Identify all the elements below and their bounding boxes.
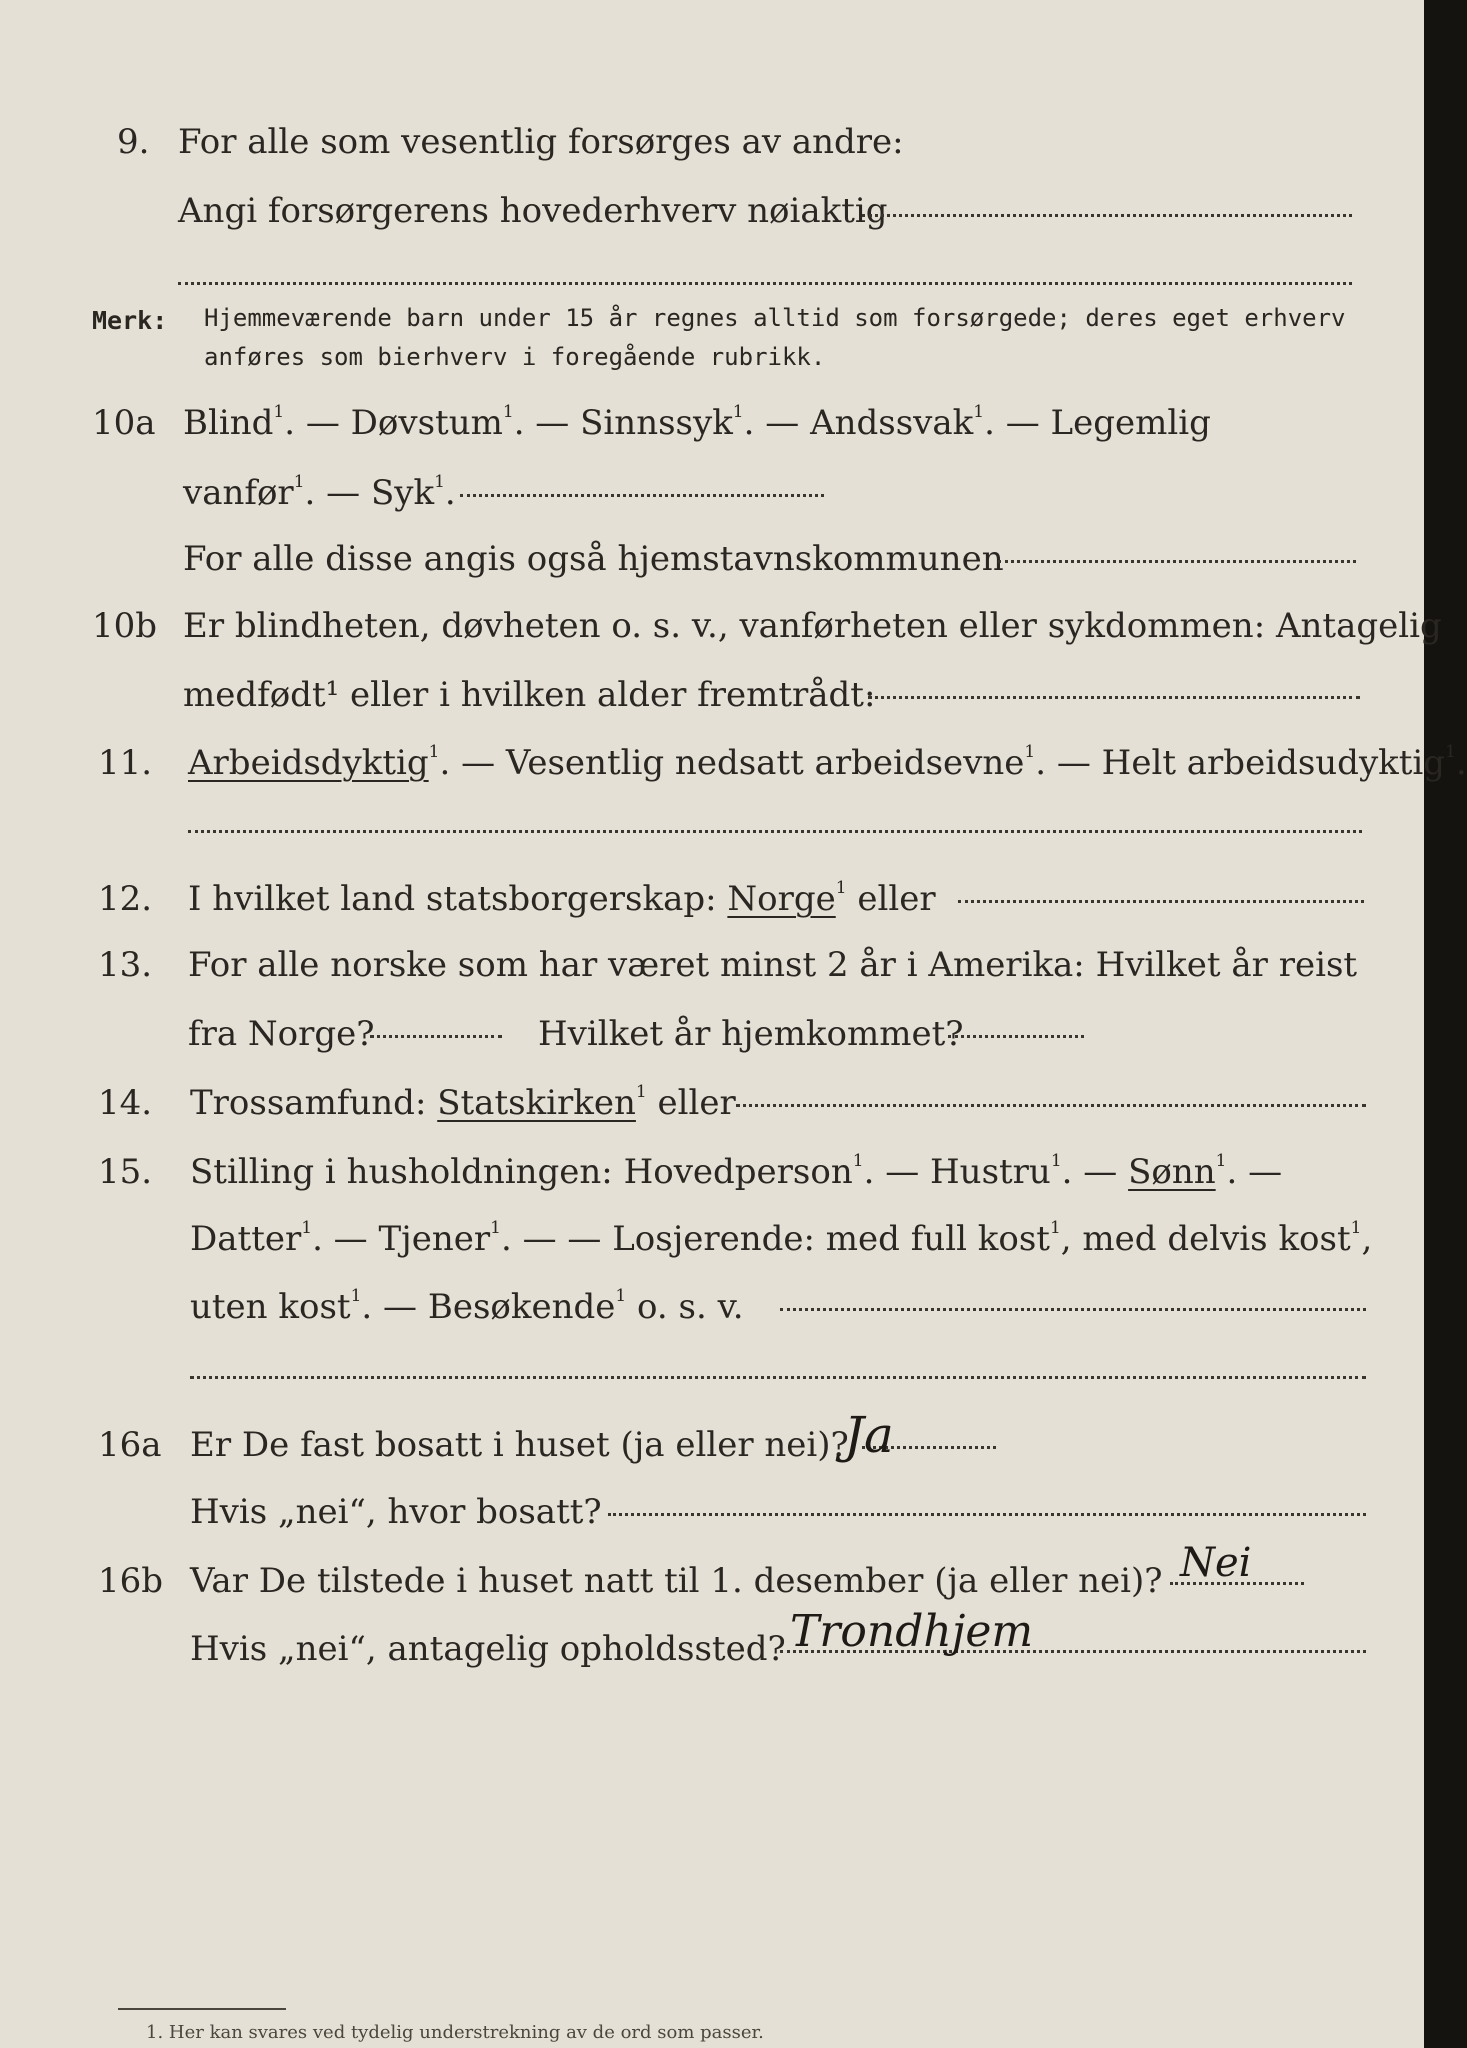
q16a-bosatt-line[interactable] bbox=[608, 1513, 1366, 1516]
q13-line2b: Hvilket år hjemkommet? bbox=[538, 1014, 964, 1054]
q15-extra-line[interactable] bbox=[190, 1376, 1366, 1379]
q14-marked-option: Statskirken bbox=[437, 1083, 636, 1123]
q11-marked-option: Arbeidsdyktig bbox=[188, 743, 429, 783]
q10a-answer-line[interactable] bbox=[460, 494, 824, 497]
q15-line3: uten kost$^1$. — Besøkende$^1$ o. s. v. bbox=[190, 1286, 744, 1327]
q16b-line1: Var De tilstede i huset natt til 1. desember (ja eller nei)? bbox=[190, 1561, 1163, 1601]
q13-line2a: fra Norge? bbox=[188, 1014, 375, 1054]
q16b-line2: Hvis „nei“, antagelig opholdssted? bbox=[190, 1629, 786, 1669]
q10a-hjemstavn-line[interactable] bbox=[998, 560, 1356, 563]
q14-line1: Trossamfund: Statskirken$^1$ eller bbox=[190, 1082, 736, 1123]
q16b-handwritten-place bbox=[786, 1598, 1166, 1668]
q13-reist-line[interactable] bbox=[370, 1035, 502, 1038]
merk-label: Merk: bbox=[92, 306, 168, 335]
q10b-answer-line[interactable] bbox=[868, 696, 1360, 699]
q13-hjemkommet-line[interactable] bbox=[948, 1035, 1084, 1038]
q10a-line3: For alle disse angis også hjemstavnskommunen bbox=[183, 539, 1004, 579]
item-number-14: 14. bbox=[98, 1083, 153, 1123]
q9-line1: For alle som vesentlig forsørges av andre: bbox=[178, 122, 904, 162]
q12-marked-option: Norge bbox=[727, 879, 836, 919]
q9-line2: Angi forsørgerens hovederhverv nøiaktig bbox=[178, 191, 888, 231]
q15-marked-option: Sønn bbox=[1128, 1152, 1216, 1192]
q10b-line1: Er blindheten, døvheten o. s. v., vanførheten eller sykdommen: Antagelig bbox=[183, 606, 1442, 646]
merk-text-1: Hjemmeværende barn under 15 år regnes alltid som forsørgede; deres eget erhverv bbox=[204, 304, 1346, 332]
q9-extra-line[interactable] bbox=[178, 282, 1352, 285]
q10a-line2: vanfør$^1$. — Syk$^1$. bbox=[183, 472, 456, 513]
q10a-line1: Blind$^1$. — Døvstum$^1$. — Sinnssyk$^1$. — Andssvak$^1$. — Legemlig bbox=[183, 402, 1211, 443]
svg-text:Ja: Ja bbox=[844, 1406, 894, 1464]
item-number-11: 11. bbox=[98, 743, 153, 783]
q16a-handwritten-answer bbox=[838, 1400, 958, 1480]
item-number-16a: 16a bbox=[98, 1425, 162, 1465]
q15-answer-line[interactable] bbox=[780, 1308, 1366, 1311]
q11-line1: Arbeidsdyktig$^1$. — Vesentlig nedsatt arbeidsevne$^1$. — Helt arbeidsudyktig$^1$. bbox=[188, 742, 1467, 783]
item-number-12: 12. bbox=[98, 879, 153, 919]
q14-answer-line[interactable] bbox=[736, 1104, 1366, 1107]
q15-line2: Datter$^1$. — Tjener$^1$. — — Losjerende: med full kost$^1$, med delvis kost$^1$, bbox=[190, 1218, 1373, 1259]
q16a-line2: Hvis „nei“, hvor bosatt? bbox=[190, 1492, 602, 1532]
q16b-handwritten-answer bbox=[1176, 1532, 1316, 1602]
q12-line1: I hvilket land statsborgerskap: Norge$^1$ eller bbox=[188, 878, 936, 919]
merk-text-2: anføres som bierhverv i foregående rubrikk. bbox=[204, 343, 826, 371]
q9-answer-line[interactable] bbox=[862, 214, 1352, 217]
svg-text:Trondhjem: Trondhjem bbox=[790, 1606, 1034, 1657]
item-number-15: 15. bbox=[98, 1152, 153, 1192]
footnote-rule bbox=[118, 2008, 286, 2010]
item-number-10a: 10a bbox=[92, 403, 156, 443]
q16a-line1: Er De fast bosatt i huset (ja eller nei)? bbox=[190, 1425, 849, 1465]
item-number-13: 13. bbox=[98, 945, 153, 985]
q10b-line2: medfødt¹ eller i hvilken alder fremtrådt: bbox=[183, 675, 876, 715]
q13-line1: For alle norske som har været minst 2 år i Amerika: Hvilket år reist bbox=[188, 945, 1358, 985]
item-number-16b: 16b bbox=[98, 1561, 164, 1601]
item-number-10b: 10b bbox=[92, 606, 158, 646]
item-number-9: 9. bbox=[117, 122, 150, 162]
svg-text:Nei: Nei bbox=[1180, 1540, 1252, 1586]
q11-answer-line[interactable] bbox=[188, 830, 1362, 833]
q15-line1: Stilling i husholdningen: Hovedperson$^1$. — Hustru$^1$. — Sønn$^1$. — bbox=[190, 1151, 1283, 1192]
q12-answer-line[interactable] bbox=[958, 900, 1364, 903]
footnote-text: 1. Her kan svares ved tydelig understrekning av de ord som passer. bbox=[146, 2022, 764, 2043]
